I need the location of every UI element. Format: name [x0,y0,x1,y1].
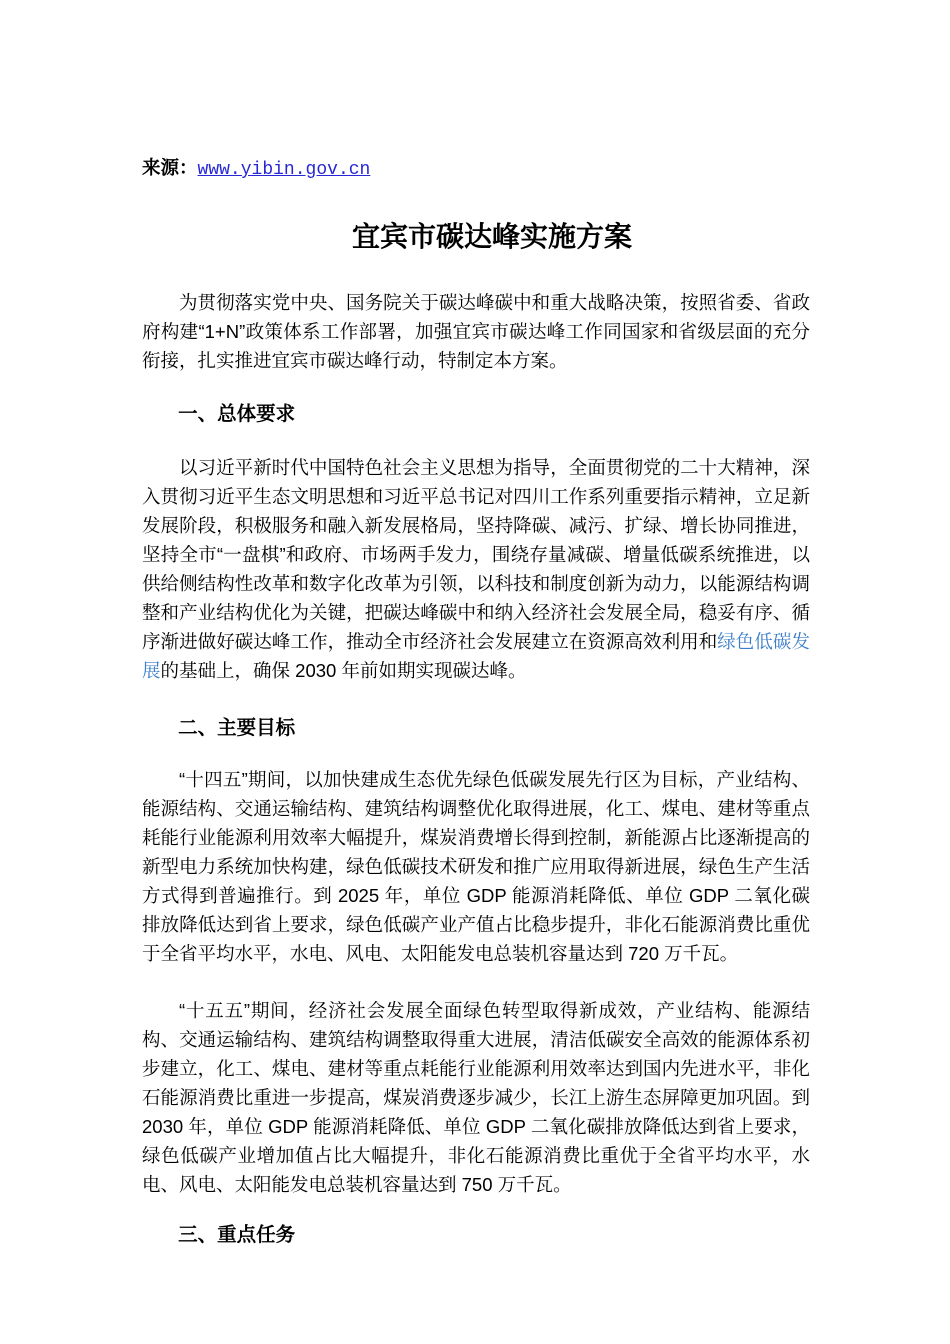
section-heading-main-goals: 二、主要目标 [178,717,296,739]
intro-paragraph: 为贯彻落实党中央、国务院关于碳达峰碳中和重大战略决策，按照省委、省政府构建“1+N”政策体系工作部署，加强宜宾市碳达峰工作同国家和省级层面的充分衔接，扎实推进宜宾市碳达峰行动，特制定本方案。 [142,292,810,371]
section-heading-key-tasks: 三、重点任务 [178,1224,296,1246]
section1-paragraph-text-after-link: 的基础上，确保 2030 年前如期实现碳达峰。 [160,660,527,681]
section2-paragraph-14th-five-year: “十四五”期间，以加快建成生态优先绿色低碳发展先行区为目标，产业结构、能源结构、交通运输结构、建筑结构调整优化取得进展，化工、煤电、建材等重点耗能行业能源利用效率大幅提升，煤炭消费增长得到控制，新能源占比逐渐提高的新型电力系统加快构建，绿色低碳技术研发和推广应用取得新进展，绿色生产生活方式得到普遍推行。到 2025 年，单位 GDP 能源消耗降低、单位 GDP 二氧化碳排放降低达到省上要求，绿色低碳产业产值占比稳步提升，非化石能源消费比重优于全省平均水平，水电、风电、太阳能发电总装机容量达到 720 万千瓦。 [142,769,810,964]
green-low-carbon-development-link[interactable]: 绿色低碳发展 [142,631,810,681]
source-url-link[interactable]: www.yibin.gov.cn [197,160,371,180]
section2-paragraph-15th-five-year: “十五五”期间，经济社会发展全面绿色转型取得新成效，产业结构、能源结构、交通运输结构、建筑结构调整取得重大进展，清洁低碳安全高效的能源体系初步建立，化工、煤电、建材等重点耗能行业能源利用效率达到国内先进水平，非化石能源消费比重进一步提高，煤炭消费逐步减少，长江上游生态屏障更加巩固。到 2030 年，单位 GDP 能源消耗降低、单位 GDP 二氧化碳排放降低达到省上要求，绿色低碳产业增加值占比大幅提升，非化石能源消费比重优于全省平均水平，水电、风电、太阳能发电总装机容量达到 750 万千瓦。 [142,1000,810,1195]
section1-paragraph [142,453,810,685]
document-title: 宜宾市碳达峰实施方案 [351,221,632,252]
source-label: 来源： [142,157,198,178]
section1-paragraph-text-before-link: 以习近平新时代中国特色社会主义思想为指导，全面贯彻党的二十大精神，深入贯彻习近平生态文明思想和习近平总书记对四川工作系列重要指示精神，立足新发展阶段，积极服务和融入新发展格局，坚持降碳、减污、扩绿、增长协同推进，坚持全市“一盘棋”和政府、市场两手发力，围绕存量减碳、增量低碳系统推进，以供给侧结构性改革和数字化改革为引领，以科技和制度创新为动力，以能源结构调整和产业结构优化为关键，把碳达峰碳中和纳入经济社会发展全局，稳妥有序、循序渐进做好碳达峰工作，推动全市经济社会发展建立在资源高效利用和 [142,457,810,652]
source-line [142,153,810,185]
section-heading-overall-requirements: 一、总体要求 [178,403,296,425]
